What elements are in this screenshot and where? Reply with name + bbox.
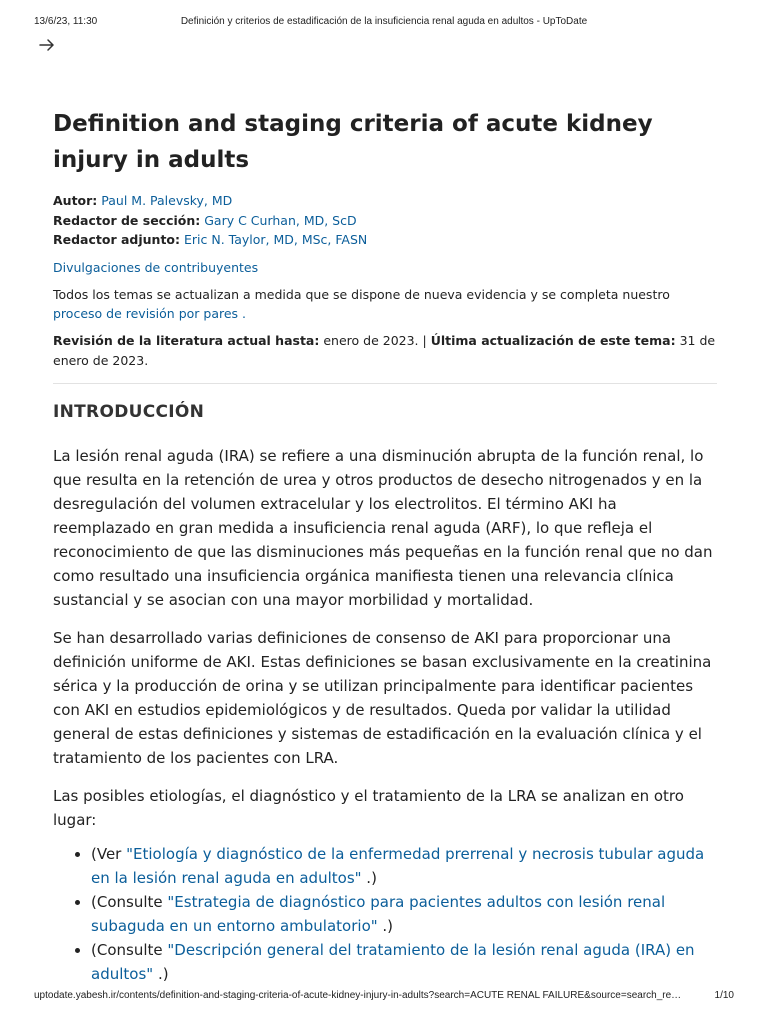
print-page-title: Definición y criterios de estadificación de la insuficiencia renal aguda en adultos - UpToDate — [180, 16, 588, 27]
ref-prefix: (Consulte — [91, 940, 168, 959]
ref-suffix: .) — [361, 868, 377, 887]
page-number: 1/10 — [714, 990, 734, 1001]
author-link[interactable]: Paul M. Palevsky, MD — [101, 193, 233, 208]
related-topic-link[interactable]: "Estrategia de diagnóstico para pacientes adultos con lesión renal subaguda en un entorno ambulatorio" — [91, 892, 666, 935]
update-note-text: Todos los temas se actualizan a medida que se dispone de nueva evidencia y se completa nuestro — [53, 286, 670, 302]
deputy-editor-row — [53, 230, 717, 250]
author-label: Autor: — [53, 193, 98, 208]
list-item — [91, 938, 717, 986]
ref-prefix: (Consulte — [91, 892, 168, 911]
author-row — [53, 191, 717, 211]
contributor-disclosures-link[interactable]: Divulgaciones de contribuyentes — [53, 259, 259, 275]
related-topic-link[interactable]: "Descripción general del tratamiento de la lesión renal aguda (IRA) en adultos" — [91, 940, 695, 983]
peer-review-link[interactable]: proceso de revisión por pares — [53, 306, 239, 321]
article-title: Definition and staging criteria of acute kidney injury in adults — [53, 111, 653, 173]
list-item — [91, 890, 717, 938]
print-header — [34, 16, 734, 30]
section-heading: INTRODUCCIÓN — [53, 401, 205, 422]
print-datetime: 13/6/23, 11:30 — [34, 16, 98, 27]
section-editor-label: Redactor de sección: — [53, 212, 201, 228]
list-item — [91, 842, 717, 890]
last-updated-date: 31 de enero de 2023. — [53, 332, 716, 368]
update-note — [53, 285, 717, 324]
related-topic-link[interactable]: "Etiología y diagnóstico de la enfermedad prerrenal y necrosis tubular aguda en la lesión renal aguda en adultos" — [91, 844, 705, 887]
deputy-editor-label: Redactor adjunto: — [53, 232, 181, 247]
paragraph: Se han desarrollado varias definiciones de consenso de AKI para proporcionar una definición uniforme de AKI. Estas definiciones se basan exclusivamente en la creatinina sérica y la producción de orina y se utilizan principalmente para identificar pacientes con AKI en estudios epidemiológicos y de resultados. Queda por validar la utilidad general de estas definiciones y sistemas de estadificación en la evaluación clínica y el tratamiento de los pacientes con LRA. — [53, 628, 712, 767]
ref-prefix: (Ver — [91, 844, 127, 863]
literature-review-date: enero de 2023. — [319, 332, 419, 348]
deputy-editor-link[interactable]: Eric N. Taylor, MD, MSc, FASN — [184, 232, 368, 247]
related-topics-list — [53, 842, 717, 986]
arrow-right-icon[interactable] — [38, 36, 56, 54]
print-url: uptodate.yabesh.ir/contents/definition-and-staging-criteria-of-acute-kidney-injury-in-adults?search=ACUTE RENAL FAILURE&source=search_re… — [34, 990, 682, 1001]
paragraph: Las posibles etiologías, el diagnóstico y el tratamiento de la LRA se analizan en otro lugar: — [53, 786, 684, 829]
review-separator: | — [418, 332, 431, 348]
update-note-suffix: . — [238, 306, 247, 321]
ref-suffix: .) — [377, 916, 394, 935]
section-editor-link[interactable]: Gary C Curhan, MD, ScD — [204, 212, 357, 228]
paragraph: La lesión renal aguda (IRA) se refiere a una disminución abrupta de la función renal, lo que resulta en la retención de urea y otros productos de desecho nitrogenados y en la desregulación del volumen extracelular y los electrolitos. El término AKI ha reemplazado en gran medida a insuficiencia renal aguda (ARF), lo que refleja el reconocimiento de que las disminuciones más pequeñas en la función renal que no dan como resultado una insuficiencia orgánica manifiesta tienen una relevancia clínica sustancial y se asocian con una mayor morbilidad y mortalidad. — [53, 446, 713, 609]
article — [53, 106, 717, 986]
review-dates — [53, 331, 717, 371]
divider — [53, 383, 717, 384]
section-editor-row — [53, 211, 717, 231]
literature-review-label: Revisión de la literatura actual hasta: — [53, 332, 320, 348]
ref-suffix: .) — [153, 964, 169, 983]
last-updated-label: Última actualización de este tema: — [430, 332, 676, 348]
print-footer — [34, 990, 734, 1004]
author-list — [53, 191, 717, 250]
